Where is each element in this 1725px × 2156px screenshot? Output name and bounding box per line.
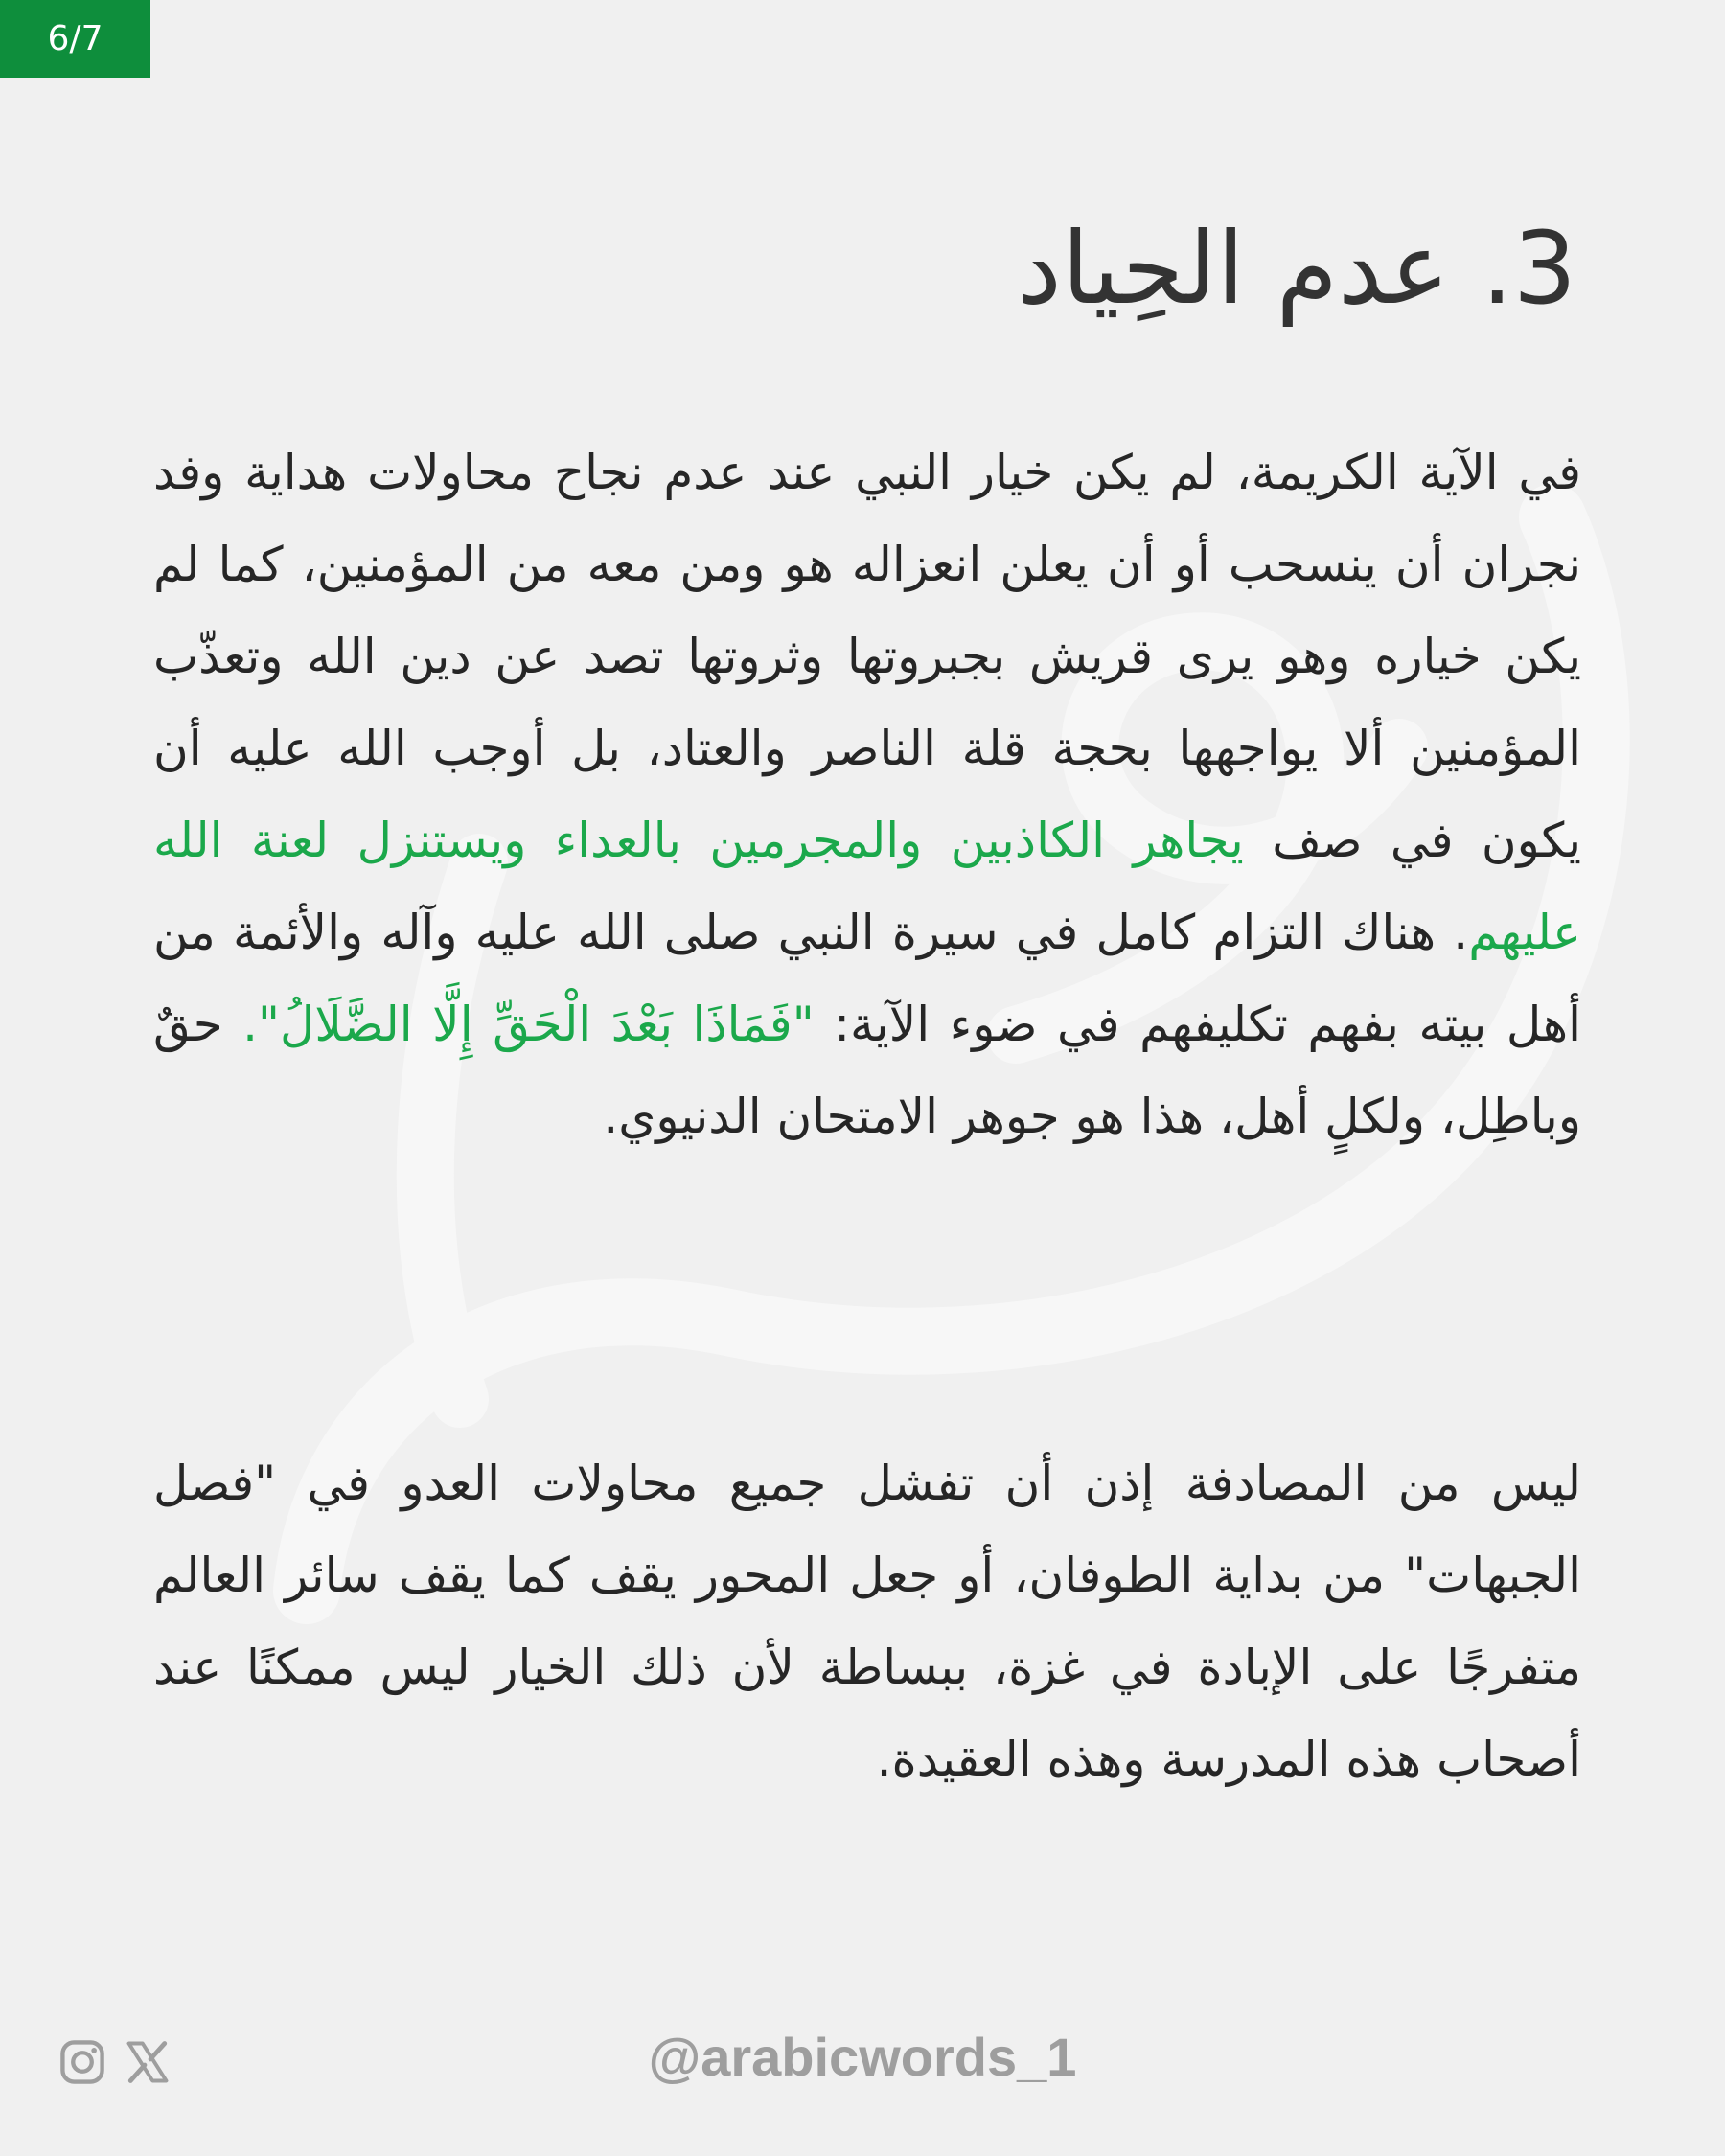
paragraph-1-text-b: . هناك التزام كامل في سيرة النبي صلى الله عليه وآله والأئمة من أهل بيته بفهم تكليفهم في ضوء الآية: — [153, 905, 1581, 1052]
account-handle: @arabicwords_1 — [648, 2027, 1077, 2087]
paragraph-1-text-c: حقٌ وباطِل، ولكلٍ أهل، هذا هو جوهر الامتحان الدنيوي. — [153, 997, 1581, 1144]
paragraph-2: ليس من المصادفة إذن أن تفشل جميع محاولات العدو في "فصل الجبهات" من بداية الطوفان، أو جعل المحور يقف كما يقف سائر العالم متفرجًا على الإبادة في غزة، ببساطة لأن ذلك الخيار ليس ممكنًا عند أصحاب هذه المدرسة وهذه العقيدة. — [153, 1456, 1581, 1787]
page-indicator-text: 6/7 — [47, 19, 104, 58]
page-title: 3. عدم الحِياد — [1017, 210, 1576, 327]
paragraph-1-text-a: في الآية الكريمة، لم يكن خيار النبي عند عدم نجاح محاولات هداية وفد نجران أن ينسحب أو أن يعلن انعزاله هو ومن معه من المؤمنين، كما لم يكن خياره وهو يرى قريش بجبروتها وثروتها تصد عن دين الله وتعذّب المؤمنين ألا يواجهها بحجة قلة الناصر والعتاد، بل أوجب الله عليه أن يكون في صف — [153, 445, 1581, 868]
quran-quote: "فَمَاذَا بَعْدَ الْحَقِّ إِلَّا الضَّلَالُ". — [242, 997, 815, 1052]
highlighted-phrase: يجاهر الكاذبين والمجرمين بالعداء ويستنزل لعنة الله عليهم — [153, 813, 1581, 960]
paragraph-1 — [153, 426, 1581, 1162]
page-indicator — [0, 0, 150, 78]
